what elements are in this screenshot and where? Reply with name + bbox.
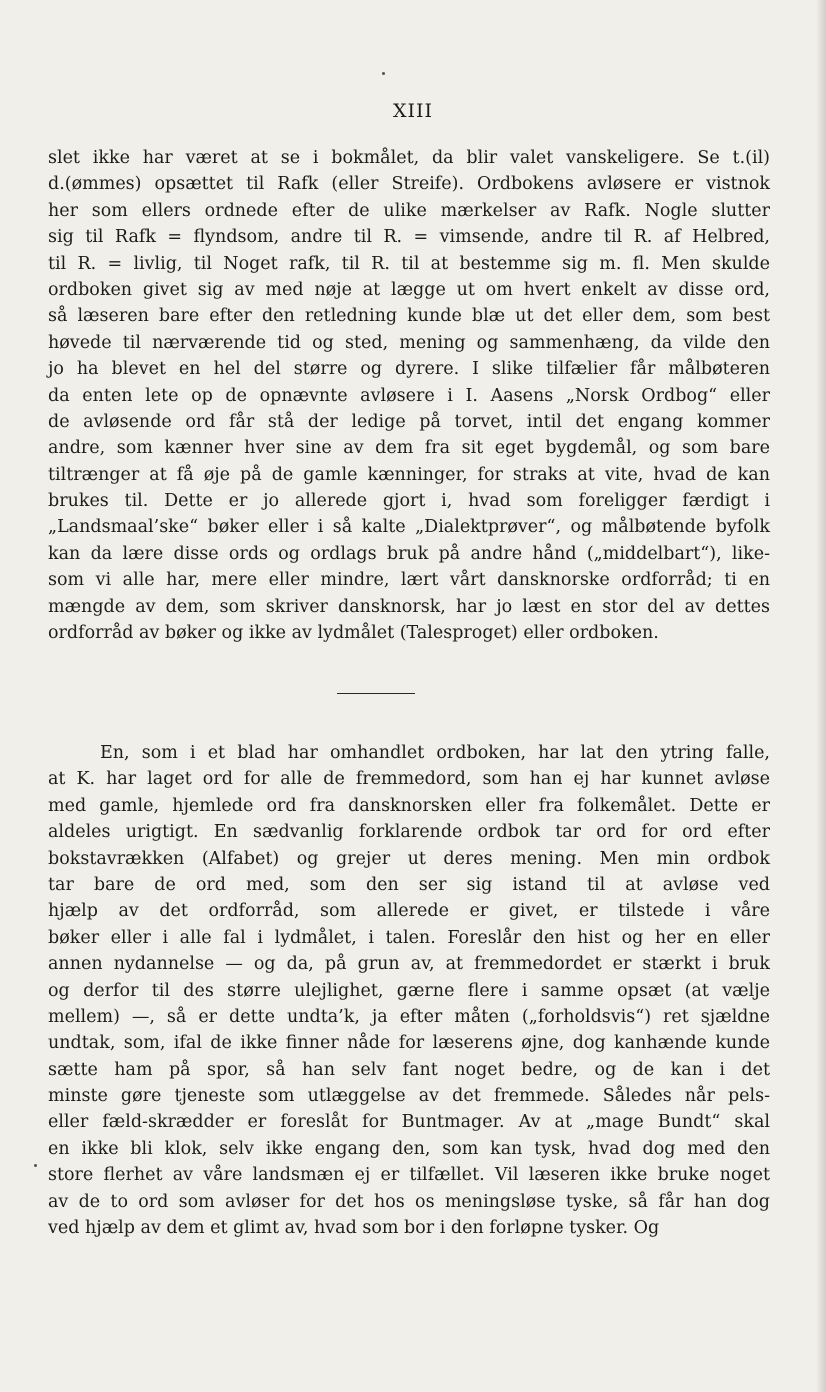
text-line: tar bare de ord med, som den ser sig istand til at avløse ved	[48, 874, 770, 895]
text-line: til R. = livlig, til Noget rafk, til R. til at bestemme sig m. fl. Men skulde	[48, 253, 770, 274]
text-line: en ikke bli klok, selv ikke engang den, som kan tysk, hvad dog med den	[48, 1138, 770, 1159]
text-line: da enten lete op de opnævnte avløsere i I. Aasens „Norsk Ordbog“ eller	[48, 385, 770, 406]
text-line: av de to ord som avløser for det hos os meningsløse tyske, så får han dog	[48, 1191, 770, 1212]
text-line: andre, som kænner hver sine av dem fra sit eget bygdemål, og som bare	[48, 438, 770, 459]
text-line: ordboken givet sig av med nøje at lægge ut om hvert enkelt av disse ord,	[48, 279, 770, 300]
margin-dot	[34, 1164, 37, 1167]
page-number: XIII	[392, 100, 434, 122]
text-line: jo ha blevet en hel del større og dyrere. I slike tilfælier får målbøteren	[48, 359, 770, 380]
text-line: sig til Rafk = flyndsom, andre til R. = vimsende, andre til R. af Helbred,	[48, 227, 770, 248]
text-line: En, som i et blad har omhandlet ordboken, har lat den ytring falle,	[100, 743, 770, 763]
text-line: som vi alle har, mere eller mindre, lært vårt dansknorske ordforråd; ti en	[48, 570, 770, 591]
section-divider	[337, 693, 415, 694]
text-line: de avløsende ord får stå der ledige på torvet, intil det engang kommer	[48, 411, 770, 432]
text-line: mængde av dem, som skriver dansknorsk, har jo læst en stor del av dettes	[48, 596, 770, 617]
text-line: „Landsmaal’ske“ bøker eller i så kalte „Dialektprøver“, og målbøtende byfolk	[48, 517, 770, 538]
text-line: annen nydannelse — og da, på grun av, at fremmedordet er stærkt i bruk	[48, 954, 770, 975]
text-line: ordforråd av bøker og ikke av lydmålet (Talesproget) eller ordboken.	[48, 623, 659, 644]
text-line: minste gøre tjeneste som utlæggelse av det fremmede. Således når pels-	[48, 1086, 770, 1107]
text-line: ved hjælp av dem et glimt av, hvad som bor i den forløpne tysker. Og	[48, 1218, 660, 1239]
text-line: eller fæld-skrædder er foreslåt for Buntmager. Av at „mage Bundt“ skal	[48, 1112, 770, 1133]
text-line: at K. har laget ord for alle de fremmedord, som han ej har kunnet avløse	[48, 769, 770, 790]
text-line: så læseren bare efter den retledning kunde blæ ut det eller dem, som best	[48, 306, 770, 327]
text-line: mellem) —, så er dette undta’k, ja efter måten („forholdsvis“) ret sjældne	[48, 1006, 770, 1027]
text-line: undtak, som, ifal de ikke finner nåde for læserens øjne, dog kanhænde kunde	[48, 1033, 770, 1054]
text-line: med gamle, hjemlede ord fra dansknorsken eller fra folkemålet. Dette er	[48, 795, 770, 816]
page-edge-shadow	[816, 0, 826, 1392]
paragraph-2	[48, 740, 770, 1241]
text-line: hjælp av det ordforråd, som allerede er givet, er tilstede i våre	[48, 901, 770, 922]
text-line: slet ikke har været at se i bokmålet, da blir valet vanskeligere. Se t.(il)	[48, 148, 770, 168]
text-line: store flerhet av våre landsmæn ej er tilfællet. Vil læseren ikke bruke noget	[48, 1165, 770, 1186]
text-line: her som ellers ordnede efter de ulike mærkelser av Rafk. Nogle slutter	[48, 200, 770, 221]
paragraph-1	[48, 145, 770, 646]
text-line: sætte ham på spor, så han selv fant noget bedre, og de kan i det	[48, 1059, 770, 1080]
text-line: tiltrænger at få øje på de gamle kænninger, for straks at vite, hvad de kan	[48, 464, 770, 485]
text-line: bokstavrækken (Alfabet) og grejer ut deres mening. Men min ordbok	[48, 848, 770, 869]
text-line: d.(ømmes) opsættet til Rafk (eller Streife). Ordbokens avløsere er vistnok	[48, 174, 770, 195]
text-line: aldeles urigtigt. En sædvanlig forklarende ordbok tar ord for ord efter	[48, 822, 770, 843]
text-line: bøker eller i alle fal i lydmålet, i talen. Foreslår den hist og her en eller	[48, 927, 770, 948]
text-line: brukes til. Dette er jo allerede gjort i, hvad som foreligger færdigt i	[48, 491, 770, 512]
text-line: og derfor til des større ulejlighet, gærne flere i samme opsæt (at vælje	[48, 980, 770, 1001]
speck-mark	[382, 72, 385, 75]
text-line: kan da lære disse ords og ordlags bruk på andre hånd („middelbart“), like-	[48, 543, 770, 564]
text-line: høvede til nærværende tid og sted, mening og sammenhæng, da vilde den	[48, 332, 770, 353]
